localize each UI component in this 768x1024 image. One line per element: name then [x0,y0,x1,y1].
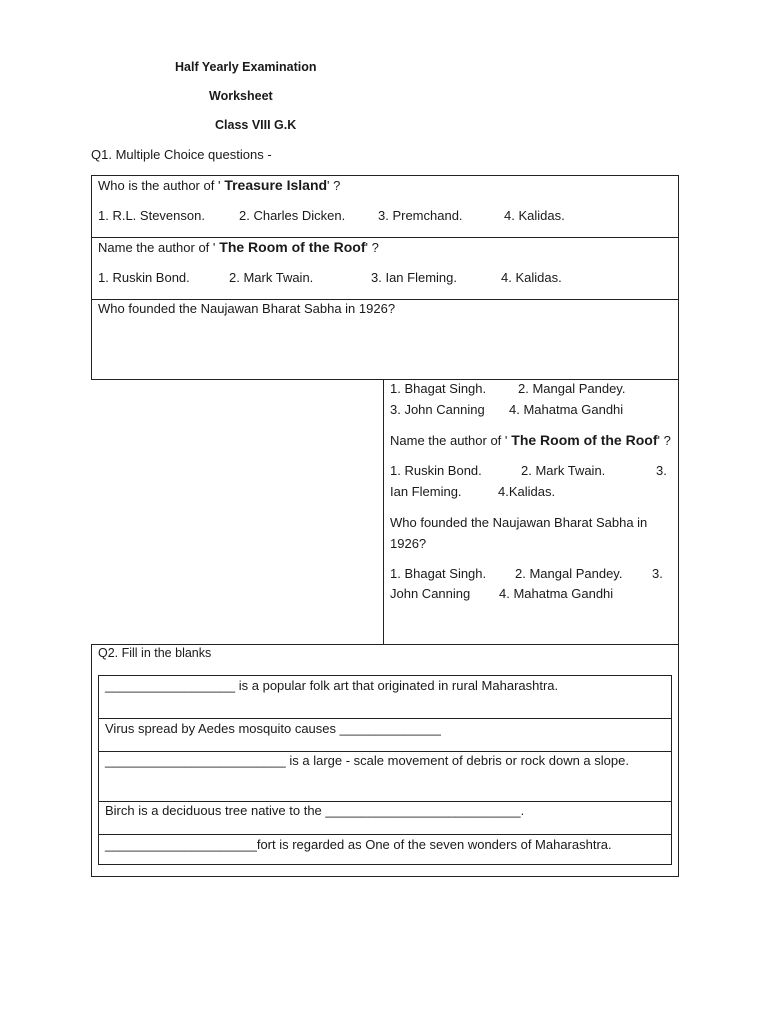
rc-opt-1: 1. Bhagat Singh. [390,381,487,396]
rc-q3-opt-5: 4. Mahatma Gandhi [499,586,614,601]
q1-question-3: Who founded the Naujawan Bharat Sabha in 1926? [98,301,396,316]
fill-blank-3: _________________________ is a large - scale movement of debris or rock down a slope. [105,753,629,768]
q2-table [98,675,672,865]
row-divider [92,237,678,238]
rc-q2-opt-5: 4.Kalidas. [498,484,556,499]
q2-section [91,644,679,877]
q1-2-option-2: 2. Mark Twain. [229,270,314,285]
rc-q3-opt-1: 1. Bhagat Singh. [390,566,487,581]
q2-heading: Q2. Fill in the blanks [98,646,212,660]
q1-2-option-1: 1. Ruskin Bond. [98,270,190,285]
q1-right-column [383,379,679,645]
rc-q3-opt-3: 3. [652,566,663,581]
q1-table [91,175,679,380]
rc-q2-opt-1: 1. Ruskin Bond. [390,463,482,478]
q1-1-option-1: 1. R.L. Stevenson. [98,208,205,223]
row-divider [92,299,678,300]
rc-question-2: Name the author of ' The Room of the Roof' ? [390,432,671,448]
rc-q3-opt-4: John Canning [390,586,471,601]
class-title: Class VIII G.K [215,118,297,132]
fill-blank-2: Virus spread by Aedes mosquito causes ______________ [105,721,441,736]
rc-opt-2: 2. Mangal Pandey. [518,381,626,396]
worksheet-title: Worksheet [209,89,273,103]
q1-2-option-4: 4. Kalidas. [501,270,562,285]
rc-opt-3: 3. John Canning [390,402,485,417]
q1-question-1: Who is the author of ' Treasure Island' ? [98,177,341,193]
rc-question-3-line-1: Who founded the Naujawan Bharat Sabha in [390,515,648,530]
row-divider [99,834,671,835]
rc-question-3-line-2: 1926? [390,536,427,551]
rc-q2-opt-3: 3. [656,463,667,478]
row-divider [99,751,671,752]
fill-blank-4: Birch is a deciduous tree native to the ___________________________. [105,803,525,818]
q1-1-option-4: 4. Kalidas. [504,208,565,223]
fill-blank-1: __________________ is a popular folk art that originated in rural Maharashtra. [105,678,559,693]
row-divider [99,801,671,802]
fill-blank-5: _____________________fort is regarded as One of the seven wonders of Maharashtra. [105,837,612,852]
q1-question-2: Name the author of ' The Room of the Roof' ? [98,239,379,255]
row-divider [99,718,671,719]
q1-2-option-3: 3. Ian Fleming. [371,270,457,285]
q1-heading: Q1. Multiple Choice questions - [91,147,272,162]
rc-q2-opt-2: 2. Mark Twain. [521,463,606,478]
rc-q2-opt-4: Ian Fleming. [390,484,462,499]
q1-1-option-3: 3. Premchand. [378,208,463,223]
rc-opt-4: 4. Mahatma Gandhi [509,402,624,417]
rc-q3-opt-2: 2. Mangal Pandey. [515,566,623,581]
exam-title: Half Yearly Examination [175,60,317,74]
q1-1-option-2: 2. Charles Dicken. [239,208,346,223]
